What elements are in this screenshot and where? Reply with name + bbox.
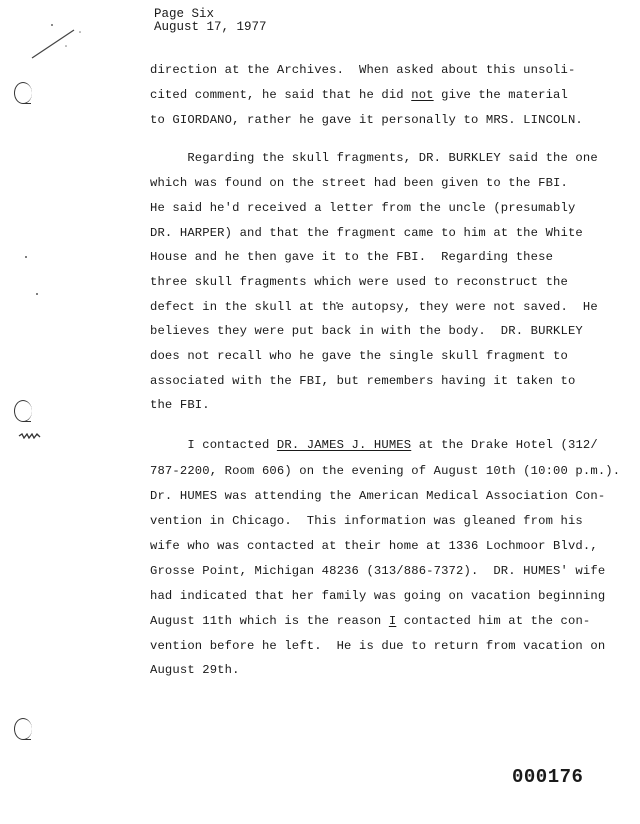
- text-line: vention before he left. He is due to return from vacation on: [150, 639, 606, 653]
- text-line: which was found on the street had been given to the FBI.: [150, 176, 568, 190]
- text-line: to GIORDANO, rather he gave it personally to MRS. LINCOLN.: [150, 113, 583, 127]
- text-line: House and he then gave it to the FBI. Regarding these: [150, 250, 554, 264]
- punch-hole-middle: [14, 400, 32, 422]
- text-line: 787-2200, Room 606) on the evening of August 10th (10:00 p.m.).: [150, 464, 621, 478]
- text-line: three skull fragments which were used to reconstruct the: [150, 275, 568, 289]
- text-line: believes they were put back in with the body. DR. BURKLEY: [150, 324, 583, 338]
- underlined-word: not: [411, 88, 434, 102]
- punch-hole-top: [14, 82, 32, 104]
- punch-hole-bottom: [14, 718, 32, 740]
- text-line: wife who was contacted at their home at 1336 Lochmoor Blvd.,: [150, 539, 598, 553]
- text-line: had indicated that her family was going on vacation beginning: [150, 589, 606, 603]
- underlined-name: DR. JAMES J. HUMES: [276, 438, 412, 452]
- document-number: 000176: [512, 766, 584, 788]
- header-date: August 17, 1977: [154, 20, 267, 34]
- text-span: give the material: [433, 88, 568, 102]
- text-line: Dr. HUMES was attending the American Medical Association Con-: [150, 489, 606, 503]
- text-span: August 11th which is the reason: [150, 614, 389, 628]
- scribble-mark: [18, 433, 42, 439]
- text-line: direction at the Archives. When asked about this unsoli-: [150, 63, 576, 77]
- page-header: [154, 8, 267, 34]
- pen-stroke-mark: [28, 22, 88, 62]
- text-line: He said he'd received a letter from the uncle (presumably: [150, 201, 576, 215]
- text-line: [150, 438, 598, 452]
- text-span: contacted him at the con-: [396, 614, 591, 628]
- text-line: DR. HARPER) and that the fragment came to him at the White: [150, 226, 583, 240]
- text-line: defect in the skull at the autopsy, they were not saved. He: [150, 300, 598, 314]
- speck: [25, 256, 27, 258]
- text-line: [150, 88, 568, 102]
- underlined-letter: I: [388, 614, 397, 628]
- text-span: cited comment, he said that he did: [150, 88, 412, 102]
- text-span: I contacted: [150, 438, 277, 452]
- text-line: Regarding the skull fragments, DR. BURKLEY said the one: [150, 151, 598, 165]
- speck: [36, 293, 38, 295]
- text-line: associated with the FBI, but remembers having it taken to: [150, 374, 576, 388]
- text-line: Grosse Point, Michigan 48236 (313/886-7372). DR. HUMES' wife: [150, 564, 606, 578]
- text-line: vention in Chicago. This information was gleaned from his: [150, 514, 583, 528]
- text-span: at the Drake Hotel (312/: [411, 438, 598, 452]
- text-line: August 29th.: [150, 663, 240, 677]
- text-line: [150, 614, 590, 628]
- text-line: the FBI.: [150, 398, 210, 412]
- page-label: Page Six: [154, 7, 215, 21]
- text-line: does not recall who he gave the single skull fragment to: [150, 349, 568, 363]
